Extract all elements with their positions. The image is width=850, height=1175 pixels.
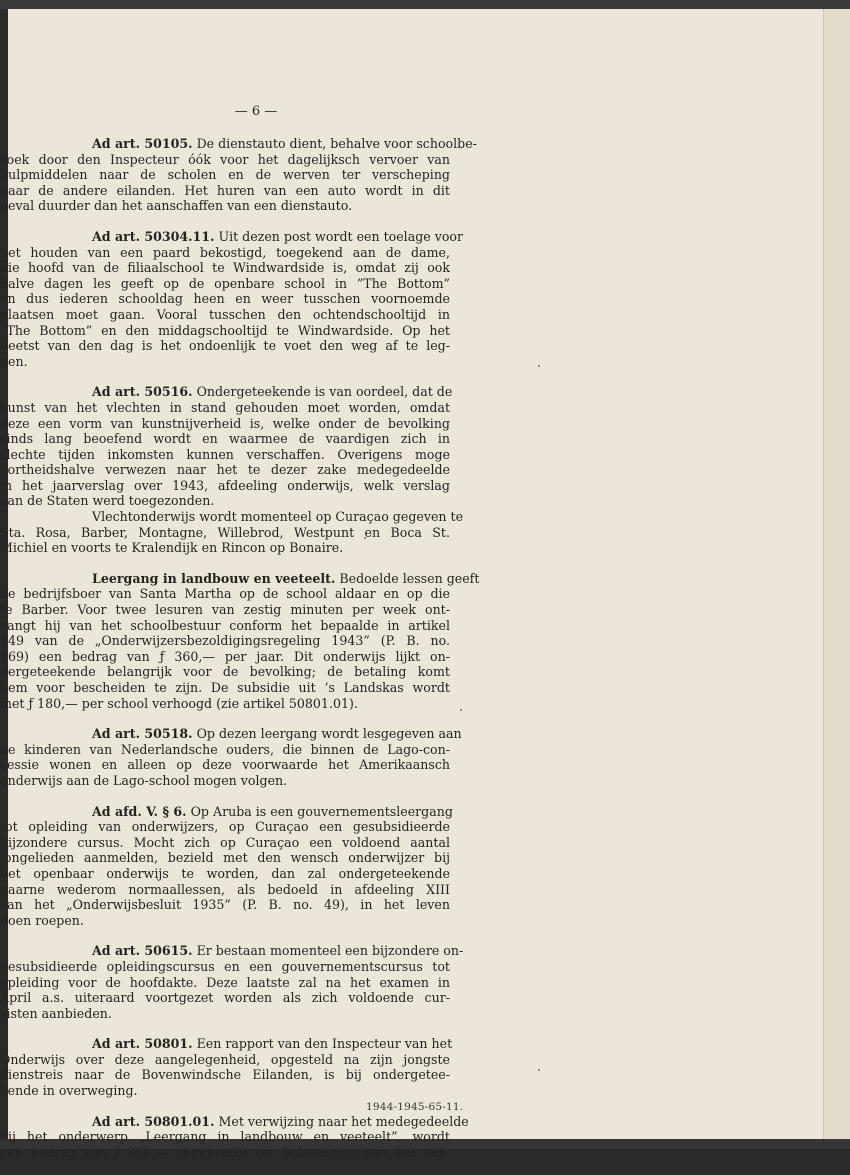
paragraph-heading: Ad art. 50105. — [92, 136, 193, 151]
paragraph-heading: Leergang in landbouw en veeteelt. — [92, 570, 336, 586]
paragraph-heading: Ad art. 50516. — [92, 384, 193, 400]
paragraph-art-50518: Ad art. 50518. Op dezen leergang wordt lesgegeven aan de kinderen van Nederlandsche ouders, die binnen de Lago-con- cessie wonen en alleen op deze voorwaarde het Amerikaansch onderwijs aan de Lago-school mogen volgen. — [0, 726, 462, 788]
paragraph-leergang-landbouw: Leergang in landbouw en veeteelt. Bedoelde lessen geeft de bedrijfsboer van Santa Martha op de school aldaar en op die te Barber. Voor twee lesuren van zestig minuten per week ont- vangt hij van het schoolbestuur conform het bepaalde in artikel 149 van de „Onderwijzersbezoldigingsregeling 1943” (P. B. no. 169) een bedrag van ƒ 360,— per jaar. Dit onderwijs lijkt on- dergeteekende belangrijk voor de bevolking; de betaling komt hem voor bescheiden te zijn. De subsidie uit ’s Landskas wordt met ƒ 180,— per school verhoogd (zie artikel 50801.01). — [0, 570, 480, 711]
paragraph-heading: Ad art. 50615. — [92, 943, 193, 959]
paragraph-art-50615: Ad art. 50615. Er bestaan momenteel een bijzondere on- gesubsidieerde opleidingscursus en een gouvernementscursus tot opleiding voor de hoofdakte. Deze laatste zal na het examen in April a.s. uiteraard voortgezet worden als zich voldoende cur- sisten aanbieden. — [0, 943, 464, 1021]
paragraph-art-50304-11: Ad art. 50304.11. Uit dezen post wordt een toelage voor het houden van een paard bekostigd, toegekend aan de dame, die hoofd van de filiaalschool te Windwardside is, omdat zij ook halve dagen les geeft op de openbare school in ”The Bottom” en dus iederen schooldag heen en weer tusschen voornoemde plaatsen moet gaan. Vooral tusschen den ochtendschooltijd in ”The Bottom” en den middagschooltijd te Windwardside. Op het heetst van den dag is het ondoenlijk te voet den weg af te leg- gen. — [0, 228, 464, 369]
paper-speck — [538, 1069, 540, 1071]
paragraph-heading: Ad afd. V. § 6. — [92, 803, 187, 819]
scan-right-edge — [823, 9, 850, 1139]
document-reference-code: 1944-1945-65-11. — [366, 1101, 464, 1113]
paper-speck — [460, 709, 462, 711]
page-number: — 6 — — [234, 104, 278, 119]
paragraph-heading: Ad art. 50801.01. — [92, 1113, 215, 1129]
body-text — [0, 136, 480, 1175]
paragraph-heading: Ad art. 50518. — [92, 726, 193, 742]
paragraph-art-50801-01: Ad art. 50801.01. Met verwijzing naar het medegedeelde bij het onderwerp „Leergang in landbouw en veeteelt”, wordt een bedrag van ƒ 360,— opgebracht ter bekostiging van het vak- — [0, 1113, 469, 1160]
paragraph-art-50105: Ad art. 50105. De dienstauto dient, behalve voor schoolbe- zoek door den Inspecteur óók voor het dagelijksch vervoer van hulpmiddelen naar de scholen en de werven ter verscheping naar de andere eilanden. Het huren van een auto wordt in dit geval duurder dan het aanschaffen van een dienstauto. — [0, 136, 477, 214]
paragraph-afd-v-6: Ad afd. V. § 6. Op Aruba is een gouvernementsleergang tot opleiding van onderwijzers, op Curaçao een gesubsidieerde bijzondere cursus. Mocht zich op Curaçao een voldoend aantal jongelieden aanmelden, bezield met den wensch onderwijzer bij het openbaar onderwijs te worden, dan zal ondergeteekende gaarne wederom normaallessen, als bedoeld in afdeeling XIII van het „Onderwijsbesluit 1935” (P. B. no. 49), in het leven doen roepen. — [0, 803, 453, 928]
paragraph-heading: Ad art. 50304.11. — [92, 228, 215, 244]
paper-speck — [538, 365, 540, 367]
scan-top-border — [0, 0, 850, 9]
paragraph-heading: Ad art. 50801. — [92, 1036, 193, 1052]
paragraph-art-50516: Ad art. 50516. Ondergeteekende is van oordeel, dat de kunst van het vlechten in stand gehouden moet worden, omdat deze een vorm van kunstnijverheid is, welke onder de bevolking sinds lang beoefend wordt en waarmee de vaardigen zich in slechte tijden inkomsten kunnen verschaffen. Overigens moge kortheidshalve verwezen naar het te dezer zake medegedeelde in het jaarverslag over 1943, afdeeling onderwijs, welk verslag aan de Staten werd toegezonden. Vlechtonderwijs wordt momenteel op Curaçao gegeven te Sta. Rosa, Barber, Montagne, Willebrod, Westpunt en Boca St. Michiel en voorts te Kralendijk en Rincon op Bonaire. — [0, 384, 464, 556]
paragraph-art-50801: Ad art. 50801. Een rapport van den Inspecteur van het Onderwijs over deze aangelegenheid, opgesteld na zijn jongste dienstreis naar de Bovenwindsche Eilanden, is bij ondergetee- kende in overweging. — [0, 1036, 453, 1099]
